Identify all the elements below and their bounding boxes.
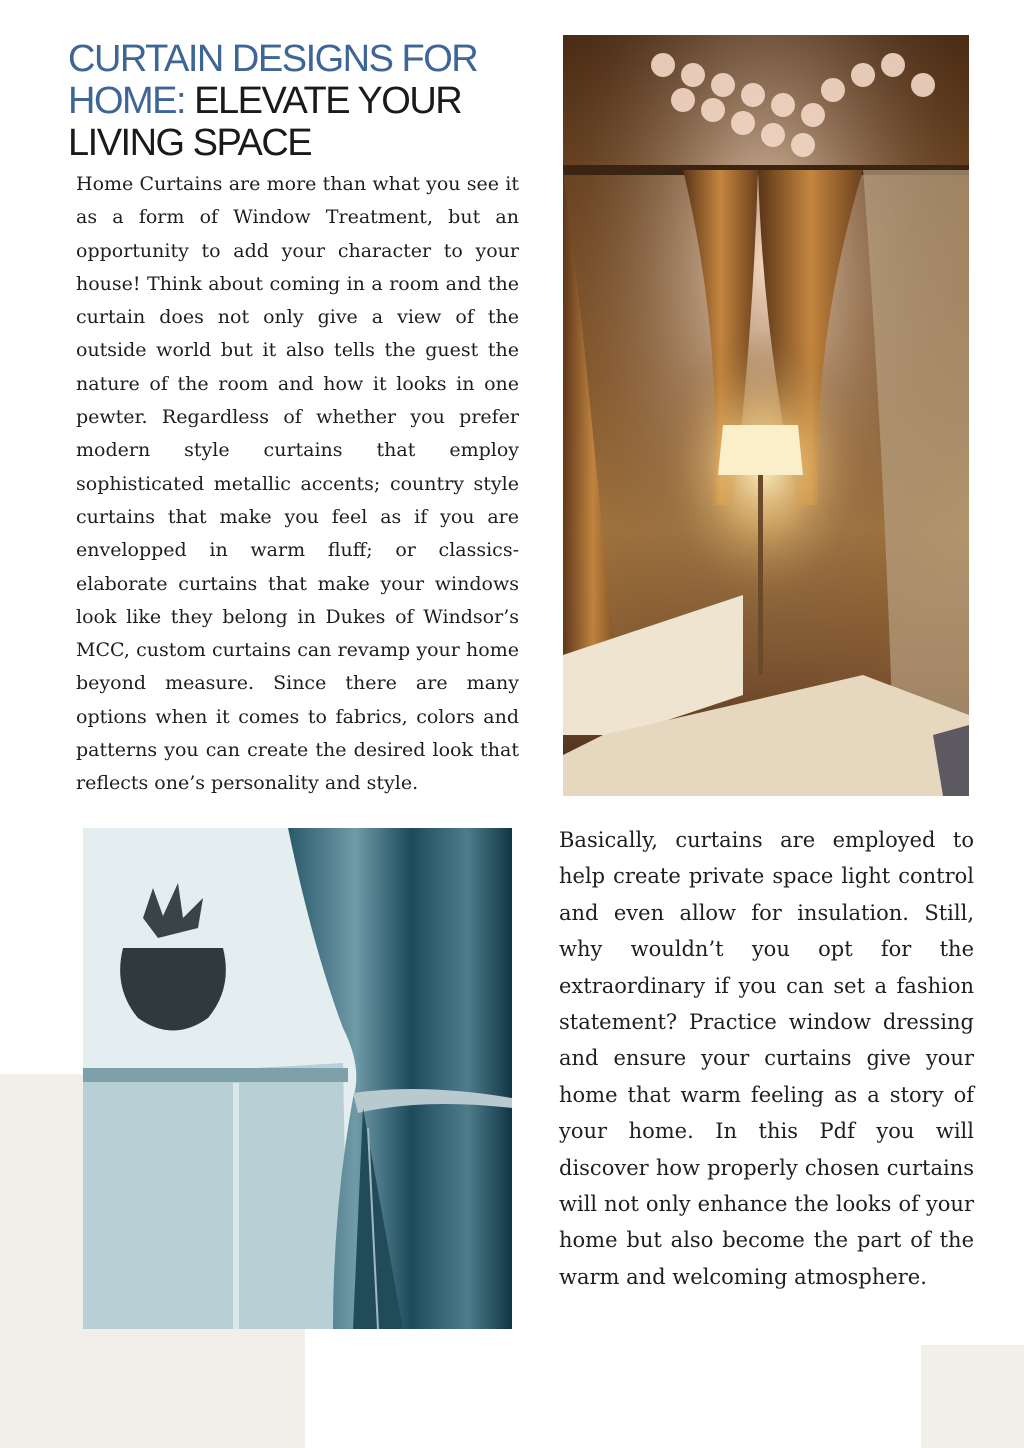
living-room-curtain-photo xyxy=(563,35,969,796)
title-subtitle: ELEVATE YOUR LIVING SPACE xyxy=(68,80,462,164)
body-paragraph: Basically, curtains are employed to help create private space light control and even allow for insulation. Still, why wouldn’t you opt for the extraordinary if you can set a fashion statement? Practice window dressing and ensure your curtains give your home that warm feeling as a story of your home. In this Pdf you will discover how properly chosen curtains will not only enhance the looks of your home but also become the part of the warm and welcoming atmosphere. xyxy=(559,828,974,1289)
page-title xyxy=(68,38,538,164)
teal-curtain-tieback-photo xyxy=(83,828,512,1329)
title-highlight: CURTAIN DESIGNS FOR HOME: xyxy=(68,38,478,122)
decorative-background-block xyxy=(921,1345,1024,1448)
intro-paragraph: Home Curtains are more than what you see it as a form of Window Treatment, but an opportunity to add your character to your house! Think about coming in a room and the curtain does not only give a view of the outside world but it also tells the guest the nature of the room and how it looks in one pewter. Regardless of whether you prefer modern style curtains that employ sophisticated metallic accents; country style curtains that make you feel as if you are envelopped in warm fluff; or classics-elaborate curtains that make your windows look like they belong in Dukes of Windsor’s MCC, custom curtains can revamp your home beyond measure. Since there are many options when it comes to fabrics, colors and patterns you can create the desired look that reflects one’s personality and style. xyxy=(76,173,519,795)
